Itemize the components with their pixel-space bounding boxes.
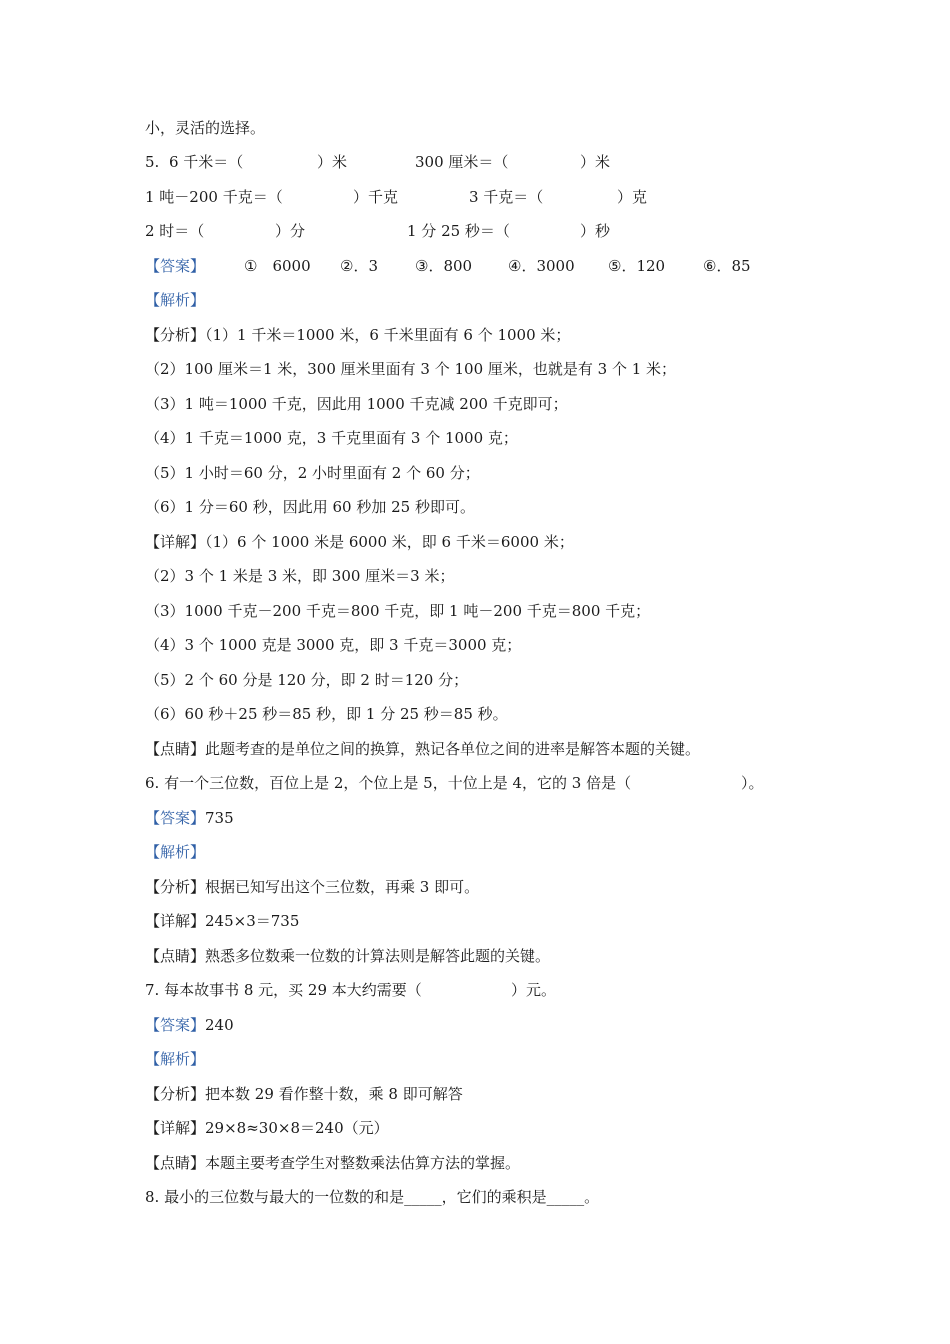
dianjing-text: 本题主要考查学生对整数乘法估算方法的掌握。 bbox=[205, 1154, 521, 1172]
q7-fenxi bbox=[145, 1083, 463, 1105]
fenxi-text: 根据已知写出这个三位数，再乘 3 即可。 bbox=[205, 878, 480, 896]
fenxi-tag: 【分析】 bbox=[145, 878, 206, 896]
q5-r2-c: 3 千克＝（ bbox=[469, 188, 544, 206]
q5-r2-d: ）克 bbox=[617, 188, 648, 206]
answer-value: 240 bbox=[205, 1016, 234, 1034]
answer-tag: 【答案】 bbox=[145, 257, 206, 275]
q5-dianjing bbox=[145, 738, 700, 760]
q5-fenxi-1 bbox=[145, 324, 570, 346]
q5-r3-b: ）分 bbox=[275, 222, 306, 240]
q5-answer-5: ⑤．120 bbox=[608, 257, 666, 275]
fenxi-text: 把本数 29 看作整十数，乘 8 即可解答 bbox=[205, 1085, 463, 1103]
q6-question-b: ）。 bbox=[741, 774, 764, 792]
q7-question-a: 7. 每本故事书 8 元，买 29 本大约需要（ bbox=[145, 981, 422, 999]
q5-r1-a: 6 千米＝（ bbox=[169, 153, 244, 171]
q5-r1-d: ）米 bbox=[580, 153, 611, 171]
q5-fenxi-4: （4）1 千克＝1000 克，3 千克里面有 3 个 1000 克； bbox=[145, 429, 518, 447]
q5-answer-4: ④．3000 bbox=[508, 257, 575, 275]
q5-xiangjie-6: （6）60 秒＋25 秒＝85 秒，即 1 分 25 秒＝85 秒。 bbox=[145, 705, 508, 723]
q7-analysis-tag: 【解析】 bbox=[145, 1050, 206, 1068]
q5-r3-a: 2 时＝（ bbox=[145, 222, 205, 240]
answer-tag: 【答案】 bbox=[145, 809, 206, 827]
q5-answer-1: ① 6000 bbox=[244, 257, 311, 275]
q5-xiangjie-1 bbox=[145, 531, 574, 553]
q5-number: 5. bbox=[145, 153, 160, 171]
dianjing-tag: 【点睛】 bbox=[145, 740, 206, 758]
q6-answer bbox=[145, 807, 234, 829]
q5-xiangjie-5: （5）2 个 60 分是 120 分，即 2 时＝120 分； bbox=[145, 671, 469, 689]
q5-r3-d: ）秒 bbox=[580, 222, 611, 240]
dianjing-tag: 【点睛】 bbox=[145, 1154, 206, 1172]
q5-fenxi-5: （5）1 小时＝60 分，2 小时里面有 2 个 60 分； bbox=[145, 464, 480, 482]
xiangjie-tag: 【详解】 bbox=[145, 912, 206, 930]
q5-r1-b: ）米 bbox=[317, 153, 348, 171]
q5-fenxi-6: （6）1 分＝60 秒，因此用 60 秒加 25 秒即可。 bbox=[145, 498, 475, 516]
fenxi-tag: 【分析】 bbox=[145, 1085, 206, 1103]
xiangjie-tag: 【详解】 bbox=[145, 533, 206, 551]
q5-xiangjie-3: （3）1000 千克－200 千克＝800 千克，即 1 吨－200 千克＝800 千克； bbox=[145, 602, 651, 620]
q5-r1-c: 300 厘米＝（ bbox=[415, 153, 509, 171]
q6-xiangjie bbox=[145, 910, 299, 932]
q5-r2-b: ）千克 bbox=[353, 188, 399, 206]
q7-answer bbox=[145, 1014, 234, 1036]
q6-dianjing bbox=[145, 945, 550, 967]
q6-question-a: 6. 有一个三位数，百位上是 2，个位上是 5，十位上是 4，它的 3 倍是（ bbox=[145, 774, 632, 792]
q5-r2-a: 1 吨－200 千克＝（ bbox=[145, 188, 283, 206]
answer-tag: 【答案】 bbox=[145, 1016, 206, 1034]
q5-answer-6: ⑥．85 bbox=[703, 257, 751, 275]
q7-question-b: ）元。 bbox=[511, 981, 557, 999]
dianjing-text: 此题考查的是单位之间的换算，熟记各单位之间的进率是解答本题的关键。 bbox=[205, 740, 701, 758]
dianjing-tag: 【点睛】 bbox=[145, 947, 206, 965]
q5-xiangjie-2: （2）3 个 1 米是 3 米，即 300 厘米＝3 米； bbox=[145, 567, 455, 585]
q5-answer-3: ③．800 bbox=[415, 257, 473, 275]
q5-fenxi-2: （2）100 厘米＝1 米，300 厘米里面有 3 个 100 厘米，也就是有 3 个 1 米； bbox=[145, 360, 677, 378]
continuation-line: 小，灵活的选择。 bbox=[145, 119, 266, 137]
xiangjie-tag: 【详解】 bbox=[145, 1119, 206, 1137]
xiangjie-text: 29×8≈30×8＝240（元） bbox=[205, 1119, 389, 1137]
q5-fenxi-3: （3）1 吨＝1000 千克，因此用 1000 千克减 200 千克即可； bbox=[145, 395, 568, 413]
q7-xiangjie bbox=[145, 1117, 389, 1139]
q5-answer-2: ②．3 bbox=[340, 257, 378, 275]
q5-analysis-tag: 【解析】 bbox=[145, 291, 206, 309]
fenxi-text: （1）1 千米＝1000 米，6 千米里面有 6 个 1000 米； bbox=[205, 326, 571, 344]
answer-value: 735 bbox=[205, 809, 234, 827]
q6-fenxi bbox=[145, 876, 479, 898]
dianjing-text: 熟悉多位数乘一位数的计算法则是解答此题的关键。 bbox=[205, 947, 551, 965]
q6-analysis-tag: 【解析】 bbox=[145, 843, 206, 861]
xiangjie-text: 245×3＝735 bbox=[205, 912, 300, 930]
q8-question: 8. 最小的三位数与最大的一位数的和是_____，它们的乘积是_____。 bbox=[145, 1188, 600, 1206]
q5-r3-c: 1 分 25 秒＝（ bbox=[407, 222, 510, 240]
fenxi-tag: 【分析】 bbox=[145, 326, 206, 344]
xiangjie-text: （1）6 个 1000 米是 6000 米，即 6 千米＝6000 米； bbox=[205, 533, 574, 551]
q7-dianjing bbox=[145, 1152, 520, 1174]
q5-xiangjie-4: （4）3 个 1000 克是 3000 克，即 3 千克＝3000 克； bbox=[145, 636, 522, 654]
